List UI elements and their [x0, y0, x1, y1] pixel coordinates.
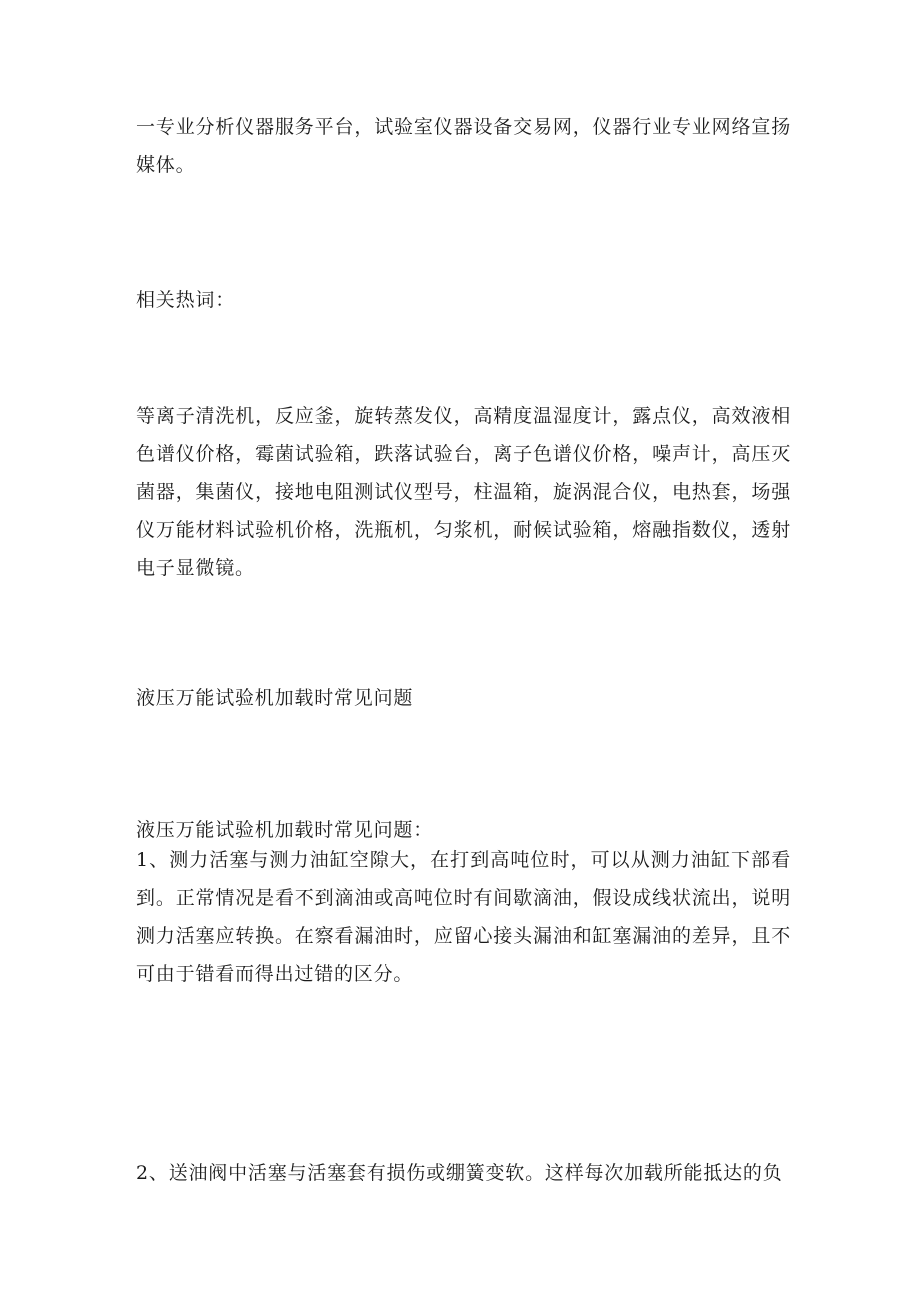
intro-paragraph: 一专业分析仪器服务平台，试验室仪器设备交易网，仪器行业专业网络宣扬媒体。 [136, 116, 791, 176]
hot-words-label: 相关热词： [136, 289, 236, 311]
question-title: 液压万能试验机加载时常见问题： [136, 819, 434, 841]
article-heading: 液压万能试验机加载时常见问题 [136, 687, 414, 709]
list-item-1: 1、测力活塞与测力油缸空隙大，在打到高吨位时，可以从测力油缸下部看到。正常情况是看不到滴油或高吨位时有间歇滴油，假设成线状流出，说明测力活塞应转换。在察看漏油时，应留心接头漏油和缸塞漏油的差异，且不可由于错看而得出过错的区分。 [136, 849, 791, 985]
hot-words-paragraph: 等离子清洗机，反应釜，旋转蒸发仪，高精度温湿度计，露点仪，高效液相色谱仪价格，霉菌试验箱，跌落试验台，离子色谱仪价格，噪声计，高压灭菌器，集菌仪，接地电阻测试仪型号，柱温箱，旋涡混合仪，电热套，场强仪万能材料试验机价格，洗瓶机，匀浆机，耐候试验箱，熔融指数仪，透射电子显微镜。 [136, 405, 791, 579]
list-item-2: 2、送油阀中活塞与活塞套有损伤或绷簧变软。这样每次加载所能抵达的负 [136, 1162, 783, 1184]
